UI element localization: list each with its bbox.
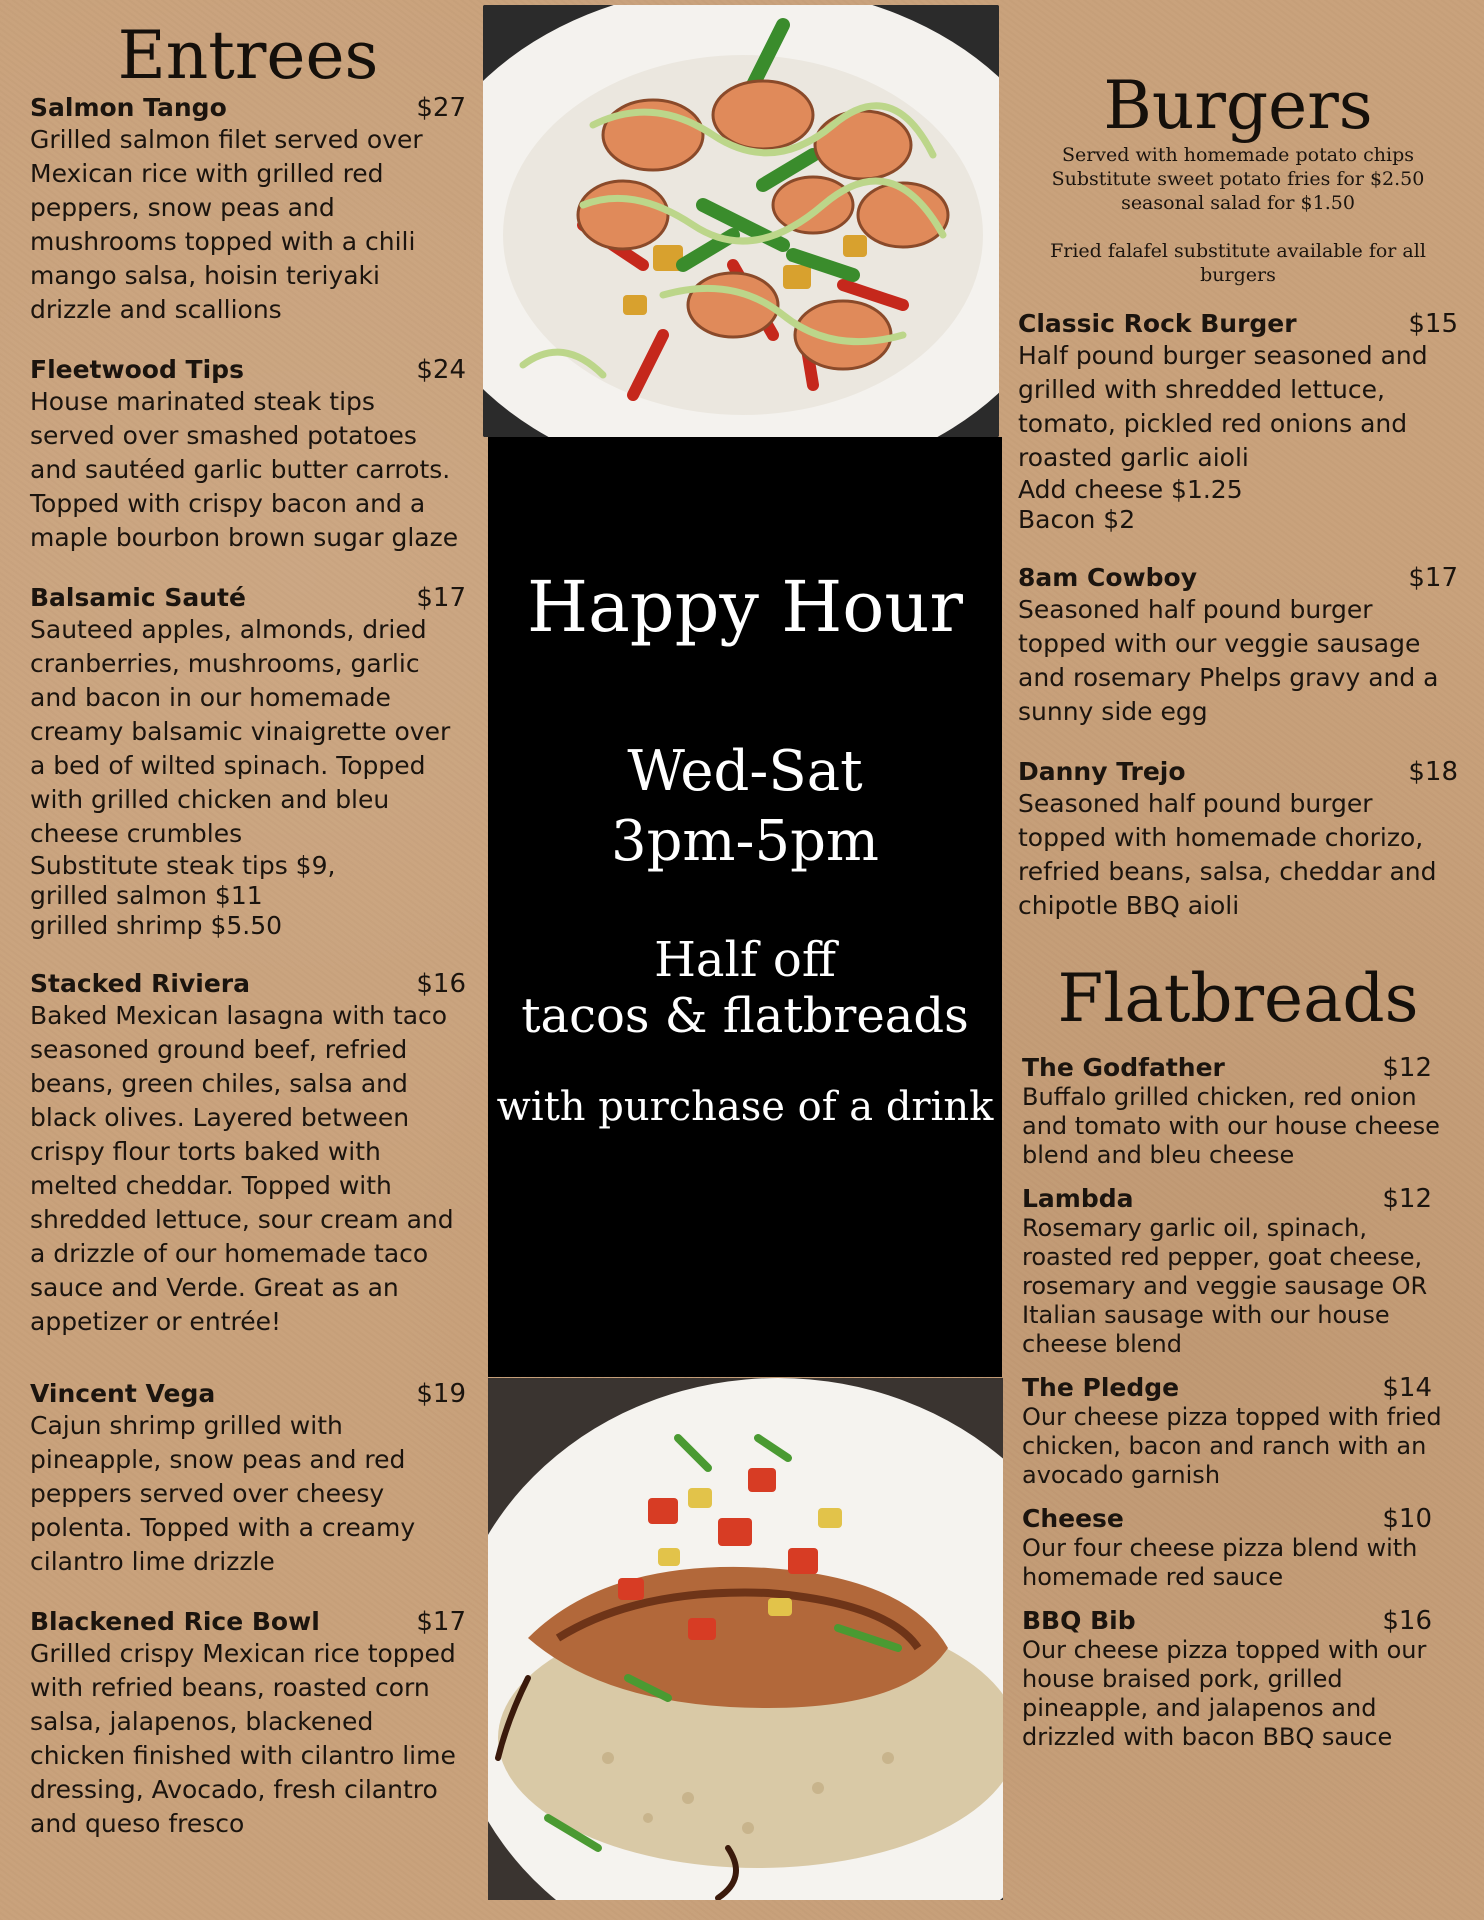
happy-hour-time: 3pm-5pm — [610, 809, 880, 874]
item-price: $17 — [416, 582, 466, 613]
item-price: $15 — [1408, 308, 1458, 339]
item-description: Half pound burger seasoned and grilled with shredded lettuce, tomato, pickled red onions and roasted garlic aioli — [1018, 340, 1428, 472]
item-name: Vincent Vega — [30, 1378, 216, 1408]
item-name: The Godfather — [1022, 1053, 1225, 1083]
burgers-flatbreads-column — [1018, 67, 1458, 1766]
item-description: Our cheese pizza topped with our house braised pork, grilled pineapple, and jalapenos and drizzled with bacon BBQ sauce — [1022, 1636, 1427, 1752]
happy-hour-day-range: Wed-Sat — [627, 739, 863, 804]
item-name: Blackened Rice Bowl — [30, 1606, 320, 1636]
item-description: Baked Mexican lasagna with taco seasoned ground beef, refried beans, green chiles, salsa and black olives. Layered between crispy flour torts baked with melted cheddar. Topped with shredded lettuce, sour cream and a drizzle of our homemade taco sauce and Verde. Great as an appetizer or entrée! — [30, 1000, 454, 1336]
menu-item-classic-rock-burger — [1018, 309, 1458, 535]
item-description: Seasoned half pound burger topped with homemade chorizo, refried beans, salsa, cheddar and chipotle BBQ aioli — [1018, 788, 1437, 920]
happy-hour-deal-line: Half off — [654, 932, 836, 988]
menu-item-cheese — [1022, 1504, 1458, 1592]
item-price: $18 — [1408, 756, 1458, 787]
item-name: BBQ Bib — [1022, 1606, 1136, 1636]
menu-item-danny-trejo — [1018, 757, 1458, 923]
happy-hour-note: with purchase of a drink — [496, 1084, 994, 1130]
menu-item-8am-cowboy — [1018, 563, 1458, 729]
item-description: House marinated steak tips served over smashed potatoes and sautéed garlic butter carrots. Topped with crispy bacon and a maple bourbon brown sugar glaze — [30, 386, 459, 552]
item-name: Salmon Tango — [30, 92, 227, 122]
item-name: Lambda — [1022, 1184, 1134, 1214]
item-substitute: Substitute steak tips $9, — [30, 850, 336, 880]
item-price: $10 — [1382, 1504, 1432, 1535]
item-description: Grilled salmon filet served over Mexican rice with grilled red peppers, snow peas and mushrooms topped with a chili mango salsa, hoisin teriyaki drizzle and scallions — [30, 124, 423, 324]
item-description: Cajun shrimp grilled with pineapple, snow peas and red peppers served over cheesy polenta. Topped with a creamy cilantro lime drizzle — [30, 1410, 416, 1576]
flatbreads-title: Flatbreads — [1057, 959, 1419, 1037]
menu-item-blackened-rice-bowl — [30, 1607, 466, 1841]
item-description: Buffalo grilled chicken, red onion and tomato with our house cheese blend and bleu cheese — [1022, 1083, 1440, 1170]
happy-hour-deal-line: tacos & flatbreads — [521, 988, 969, 1044]
burgers-falafel-note: Fried falafel substitute available for all burgers — [1050, 239, 1426, 286]
menu-item-the-godfather — [1022, 1053, 1458, 1170]
item-price: $12 — [1382, 1184, 1432, 1215]
happy-hour-deal — [488, 932, 1002, 1044]
item-name: Cheese — [1022, 1504, 1124, 1534]
shrimp-dish-photo — [483, 5, 999, 437]
menu-item-lambda — [1022, 1184, 1458, 1359]
item-description: Sauteed apples, almonds, dried cranberries, mushrooms, garlic and bacon in our homemade creamy balsamic vinaigrette over a bed of wilted spinach. Topped with grilled chicken and bleu cheese crumbles — [30, 614, 451, 848]
item-description: Our cheese pizza topped with fried chicken, bacon and ranch with an avocado garnish — [1022, 1403, 1442, 1490]
item-price: $16 — [416, 968, 466, 999]
menu-item-balsamic-saute — [30, 583, 466, 941]
entrees-section — [30, 17, 466, 1869]
menu-item-the-pledge — [1022, 1373, 1458, 1490]
item-price: $14 — [1382, 1373, 1432, 1404]
item-substitute: grilled shrimp $5.50 — [30, 910, 283, 940]
menu-item-stacked-riviera — [30, 969, 466, 1339]
salmon-dish-photo — [488, 1378, 1003, 1900]
item-substitute: grilled salmon $11 — [30, 880, 263, 910]
item-name: Fleetwood Tips — [30, 354, 244, 384]
item-description: Our four cheese pizza blend with homemade red sauce — [1022, 1534, 1418, 1592]
burgers-note: Served with homemade potato chips — [1061, 143, 1415, 166]
shrimp-dish-illustration — [483, 5, 999, 437]
item-name: Balsamic Sauté — [30, 582, 246, 612]
item-addon: Add cheese $1.25 — [1018, 474, 1243, 504]
happy-hour-days — [488, 737, 1002, 877]
menu-item-fleetwood-tips — [30, 355, 466, 555]
item-name: 8am Cowboy — [1018, 562, 1198, 592]
burgers-title: Burgers — [1103, 67, 1373, 144]
salmon-dish-illustration — [488, 1378, 1003, 1900]
item-addon: Bacon $2 — [1018, 504, 1136, 534]
happy-hour-panel — [488, 437, 1002, 1377]
item-name: Stacked Riviera — [30, 968, 250, 998]
item-description: Seasoned half pound burger topped with our veggie sausage and rosemary Phelps gravy and a sunny side egg — [1018, 594, 1439, 726]
item-name: The Pledge — [1022, 1373, 1180, 1403]
burgers-note: seasonal salad for $1.50 — [1121, 191, 1355, 214]
menu-item-vincent-vega — [30, 1379, 466, 1579]
happy-hour-title: Happy Hour — [527, 566, 963, 648]
entrees-title: Entrees — [117, 17, 379, 94]
item-name: Classic Rock Burger — [1018, 308, 1297, 338]
item-price: $19 — [416, 1378, 466, 1409]
item-price: $17 — [416, 1606, 466, 1637]
item-description: Rosemary garlic oil, spinach, roasted red pepper, goat cheese, rosemary and veggie sausage OR Italian sausage with our house cheese blend — [1022, 1214, 1428, 1359]
item-price: $16 — [1382, 1606, 1432, 1637]
item-price: $24 — [416, 354, 466, 385]
item-price: $12 — [1382, 1053, 1432, 1084]
menu-item-salmon-tango — [30, 93, 466, 327]
item-description: Grilled crispy Mexican rice topped with refried beans, roasted corn salsa, jalapenos, blackened chicken finished with cilantro lime dressing, Avocado, fresh cilantro and queso fresco — [30, 1638, 456, 1838]
menu-item-bbq-bib — [1022, 1606, 1458, 1752]
item-name: Danny Trejo — [1018, 756, 1186, 786]
item-price: $17 — [1408, 562, 1458, 593]
burgers-note: Substitute sweet potato fries for $2.50 — [1051, 167, 1425, 190]
item-price: $27 — [416, 92, 466, 123]
